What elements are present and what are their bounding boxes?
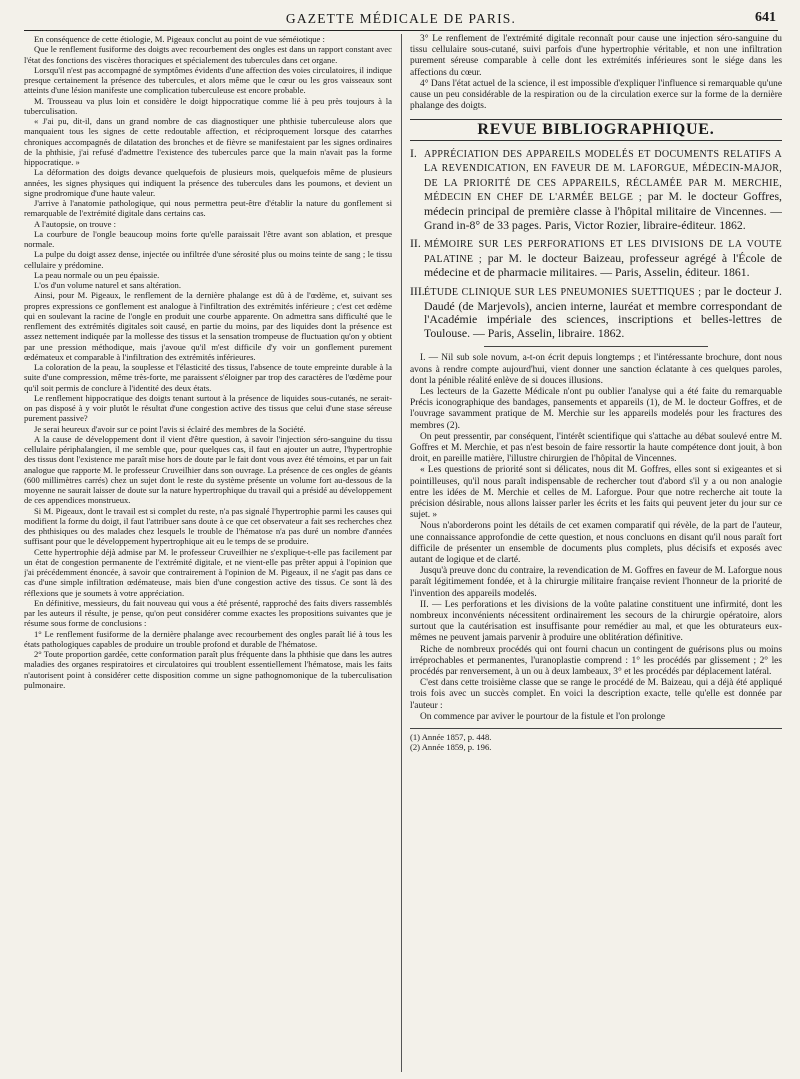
paragraph: Le renflement hippocratique des doigts tenant surtout à la présence de liquides sous-cutanés, ne serait-on pas disposé à y voir plutôt le résultat d'une congestion active des tissus que celui d'une stase séreuse purement passive? [24, 392, 392, 424]
entry-title: APPRÉCIATION DES APPAREILS MODELÉS ET DOCUMENTS RELATIFS A LA REVENDICATION, EN FAVEUR DE M. LAFORGUE, MÉDECIN-MAJOR, DE LA PRIORITÉ DE CES APPAREILS, RÉCLAMÉE PAR M. MERCHIE, MÉDECIN EN CHEF DE L'ARMÉE BELGE ; [424, 148, 782, 204]
paragraph: L'os d'un volume naturel et sans altération. [34, 280, 182, 290]
page-number: 641 [755, 10, 776, 25]
page-header [24, 8, 778, 31]
paragraph: Cette hypertrophie déjà admise par M. le professeur Cruveilhier ne s'explique-t-elle pas facilement par un état de congestion permanente de l'extrémité digitale, et ne vient-elle pas prêter appui à l'opinion que j'ai précédemment énoncée, à savoir que contrairement à l'opinion de M. Pigeaux, il ne s'agit pas dans ce cas d'une simple infiltration œdémateuse, mais bien d'une congestion active des tissus. Ce sont là des réflexions que je soumets à votre appréciation. [24, 546, 392, 598]
paragraph: Je serai heureux d'avoir sur ce point l'avis si éclairé des membres de la Société. [34, 423, 306, 434]
paragraph: On peut pressentir, par conséquent, l'intérêt scientifique qui s'attache au débat soulevé entre M. Goffres et M. Merchie, et pas n'est besoin de faire ressortir la haute compétence dont jouit, à bon droit, en pareille matière, l'illustre chirurgien de l'hôpital de Vincennes. [410, 431, 782, 465]
paragraph: J'arrive à l'anatomie pathologique, qui nous permettra peut-être d'établir la nature du gonflement si remarquable de l'extrémité digitale dans certains cas. [24, 198, 392, 219]
bibliography-entry [410, 237, 782, 280]
entry-details: par M. le docteur Baizeau, professeur agrégé à l'École de médecine et de pharmacie militaires. — Paris, Asselin, éditeur. 1861. [424, 250, 782, 280]
paragraph: Jusqu'à preuve donc du contraire, la revendication de M. Goffres en faveur de M. Laforgue nous paraît légitimement fondée, et à la chirurgie militaire française revient l'honneur de la priorité de l'invention des appareils modelés. [410, 566, 782, 599]
entry-details: par M. le docteur Goffres, médecin principal de première classe à l'hôpital militaire de Vincennes. — Grand in-8° de 33 pages. Paris, Victor Rozier, libraire-éditeur. 1862. [424, 189, 782, 232]
paragraph: Nous n'aborderons point les détails de cet examen comparatif qui révèle, de la part de l'auteur, une connaissance approfondie de cette question, et nous concluons en disant qu'il nous paraît fort difficile de présenter un ensemble de documents plus complets, plus décisifs et exposés avec autant de logique et de clarté. [410, 521, 782, 565]
paragraph: 3° Le renflement de l'extrémité digitale reconnaît pour cause une injection séro-sanguine du tissu cellulaire sous-cutané, suivi parfois d'une hypertrophie véritable, et non une infiltration purement séreuse comparable à celle dont les extrémités inférieures sont le siége dans les affections du cœur. [410, 34, 782, 78]
paragraph: 1° Le renflement fusiforme de la dernière phalange avec recourbement des ongles paraît lié à tous les états pathologiques capables de produire un trouble profond et durable de l'hématose. [24, 628, 392, 649]
footnote: (2) Année 1859, p. 196. [410, 742, 492, 753]
footnote-rule [410, 728, 782, 729]
paragraph: Si M. Pigeaux, dont le travail est si complet du reste, n'a pas signalé l'hypertrophie parmi les causes qui modifient la forme du doigt, il faut l'attribuer sans doute à ce que cet observateur a fait ses recherches chez des phthisiques ou des malades chez lesquels le trouble de l'hématose n'a pas duré un nombre d'années suffisant pour que le développement hypertrophique ait eu le temps de se produire. [24, 505, 392, 547]
section-heading-box [410, 119, 782, 140]
paragraph: 4° Dans l'état actuel de la science, il est impossible d'expliquer l'influence si remarquable qu'une cause un peu considérable de la respiration ou de la circulation exerce sur la forme de la dernière phalange des doigts. [410, 78, 782, 112]
journal-title: GAZETTE MÉDICALE DE PARIS. [285, 11, 517, 26]
column-divider [401, 34, 402, 1072]
paragraph: On commence par aviver le pourtour de la fistule et l'on prolonge [420, 711, 666, 722]
bibliography-entry [410, 147, 782, 233]
section-heading: REVUE BIBLIOGRAPHIQUE. [477, 121, 715, 139]
paragraph: La pulpe du doigt assez dense, injectée ou infiltrée d'une sérosité plus ou moins teinte de sang ; le tissu cellulaire y prédomine. [24, 249, 392, 270]
paragraph: La courbure de l'ongle beaucoup moins forte qu'elle paraissait l'être avant son ablation, et presque normale. [24, 228, 392, 249]
paragraph: La coloration de la peau, la souplesse et l'élasticité des tissus, l'absence de toute empreinte durable à la suite d'une compression, même très-forte, me paraissent s'éloigner par trop des caractères de l'œdème pour qu'il soit permis de conclure à l'identité des deux états. [24, 362, 392, 393]
footnote: (1) Année 1857, p. 448. [410, 732, 492, 743]
left-column [24, 34, 392, 690]
paragraph: Lorsqu'il n'est pas accompagné de symptômes évidents d'une affection des voies circulatoires, il indique presque certainement la présence des tubercules, et alors même que le cœur ou les gros vaisseaux sont atteints d'une lésion manifeste une complication tuberculeuse est encore probable. [24, 64, 392, 96]
entry-title: MÉMOIRE SUR LES PERFORATIONS ET LES DIVISIONS DE LA VOUTE PALATINE ; [424, 239, 782, 265]
paragraph: « Les questions de priorité sont si délicates, nous dit M. Goffres, elles sont si exigeantes et si pointilleuses, qu'il nous paraît indispensable de rechercher tout d'abord s'il y a ou non analogie entre les idées de M. Merchie et celles de M. Laforgue. Pour que notre recherche ait toute la précision désirable, nous allons laisser parler les écrits et les faits qui peuvent jeter du jour sur ce sujet. » [410, 465, 782, 521]
entry-number: I. [410, 145, 417, 160]
paragraph: Que le renflement fusiforme des doigts avec recourbement des ongles est dans un rapport constant avec l'état des fonctions des viscères thoraciques et spécialement des tubercules dans cet organe. [24, 44, 392, 65]
paragraph: Ainsi, pour M. Pigeaux, le renflement de la dernière phalange est dû à de l'œdème, et, suivant ses propres expressions ce gonflement est analogue à l'infiltration des extrémités inférieure ; c'est cet œdème qui en soulevant la racine de l'ongle en produit une courbe apparente. On admettra sans difficulté que le renflement des extrémités digitales soit causé, en partie du moins, par des liquides dont la présence est assez nettement indiquée par la mollesse des tissus et la sensation trompeuse de fluctuation qu'on y obtient par une pression méthodique, mais j'avoue qu'il m'est difficile d'y voir un gonflement purement œdémateux et comparable à l'infiltration des extrémités inférieures. [24, 290, 392, 362]
bibliography-entry [410, 285, 782, 340]
right-column [410, 34, 782, 753]
paragraph: Riche de nombreux procédés qui ont fourni chacun un contingent de guérisons plus ou moins irréprochables et permanentes, l'uranoplastie comprend : 1° les procédés par glissement ; 2° les procédés par renversement, à un ou à deux lambeaux, 3° et les procédés par déplacement latéral. [410, 644, 782, 678]
paragraph: « J'ai pu, dit-il, dans un grand nombre de cas diagnostiquer une phthisie tuberculeuse alors que manquaient tous les signes de cette redoutable affection, et réciproquement lorsque des catarrhes chroniques accompagnés de dilatation des bronches et de fièvre se manifestaient par les signes ordinaires de la phthisie, j'ai refusé d'admettre l'existence des tubercules parce que la main n'avait pas la forme hippocratique. » [24, 116, 392, 167]
paragraph: 2° Toute proportion gardée, cette conformation paraît plus fréquente dans la phthisie que dans les autres maladies des organes respiratoires et circulatoires qui troublent essentiellement l'hématose, mais les faits n'autorisent point à considérer cette disposition comme un signe pathognomonique de la tuberculisation pulmonaire. [24, 649, 392, 690]
paragraph: A l'autopsie, on trouve : [34, 218, 116, 229]
paragraph: M. Trousseau va plus loin et considère le doigt hippocratique comme lié à peu près toujours à la tuberculisation. [24, 95, 392, 116]
separator-rule [484, 346, 707, 347]
paragraph: II. — Les perforations et les divisions de la voûte palatine constituent une infirmité, dont les nombreux inconvénients nécessitent ordinairement les secours de la chirurgie opératoire, alors surtout que la cautérisation est insuffisante pour remédier au mal, et que les obturateurs eux-mêmes ne peuvent jamais parvenir à produire une oblitération définitive. [410, 599, 782, 644]
entry-title: ÉTUDE CLINIQUE SUR LES PNEUMONIES SUETTIQUES ; [424, 286, 702, 298]
paragraph: A la cause de développement dont il vient d'être question, à savoir l'injection séro-sanguine du tissu cellulaire périphalangien, il me semble que, pour quelques cas, il faut en ajouter un autre, l'hypertrophie des tissus dont l'existence me paraît mise hors de doute par le fait dont vous avez été témoins, et par un fait analogue que rapporte M. le professeur Cruveilhier dans son ouvrage. La présence de ces ongles de géants (600 millimètres carrés) chez un sujet dont le reste du système présente un volume fort au-dessous de la moyenne ne saurait laisser de doute sur la nature hypertrophique du travail qui a présidé au développement de ces appendices monstrueux. [24, 433, 392, 506]
paragraph: La déformation des doigts devance quelquefois de plusieurs mois, quelquefois même de plusieurs années, les signes physiques qui indiquent la présence des tubercules dans les poumons, et devient un signe prodromique d'une haute valeur. [24, 167, 392, 198]
paragraph: En conséquence de cette étiologie, M. Pigeaux conclut au point de vue séméiotique : [34, 34, 325, 44]
entry-details: par le docteur J. Daudé (de Marjevols), ancien interne, lauréat et membre correspondant de l'Académie impériale des sciences, inscriptions et belles-lettres de Toulouse. — Paris, Asselin, libraire. 1862. [424, 283, 782, 340]
paragraph: Les lecteurs de la Gazette Médicale n'ont pu oublier l'analyse qui a été faite du remarquable Précis iconographique des bandages, pansements et appareils (1), de M. le docteur Goffres, et de l'ouvrage savamment pratique de M. Merchie sur les appareils modelés pour les fractures des membres (2). [410, 386, 782, 431]
entry-number: II. [410, 236, 421, 251]
paragraph: En définitive, messieurs, du fait nouveau qui vous a été présenté, rapproché des faits divers rassemblés par les auteurs il résulte, je pense, qu'on peut considérer comme exactes les propositions suivantes que je résume sous forme de conclusions : [24, 597, 392, 629]
paragraph: C'est dans cette troisième classe que se range le procédé de M. Baizeau, qui a déjà été appliqué trois fois avec un succès complet. En voici la description exacte, telle qu'elle est donnée par l'auteur : [410, 678, 782, 711]
entry-number: III. [410, 283, 425, 298]
paragraph: I. — Nil sub sole novum, a-t-on écrit depuis longtemps ; et l'intéressante brochure, dont nous avons à rendre compte aujourd'hui, vient donner une sanction éclatante à ces quelques paroles, dont la pénible réalité enlève de si douces illusions. [410, 353, 782, 386]
paragraph: La peau normale ou un peu épaissie. [34, 269, 160, 280]
